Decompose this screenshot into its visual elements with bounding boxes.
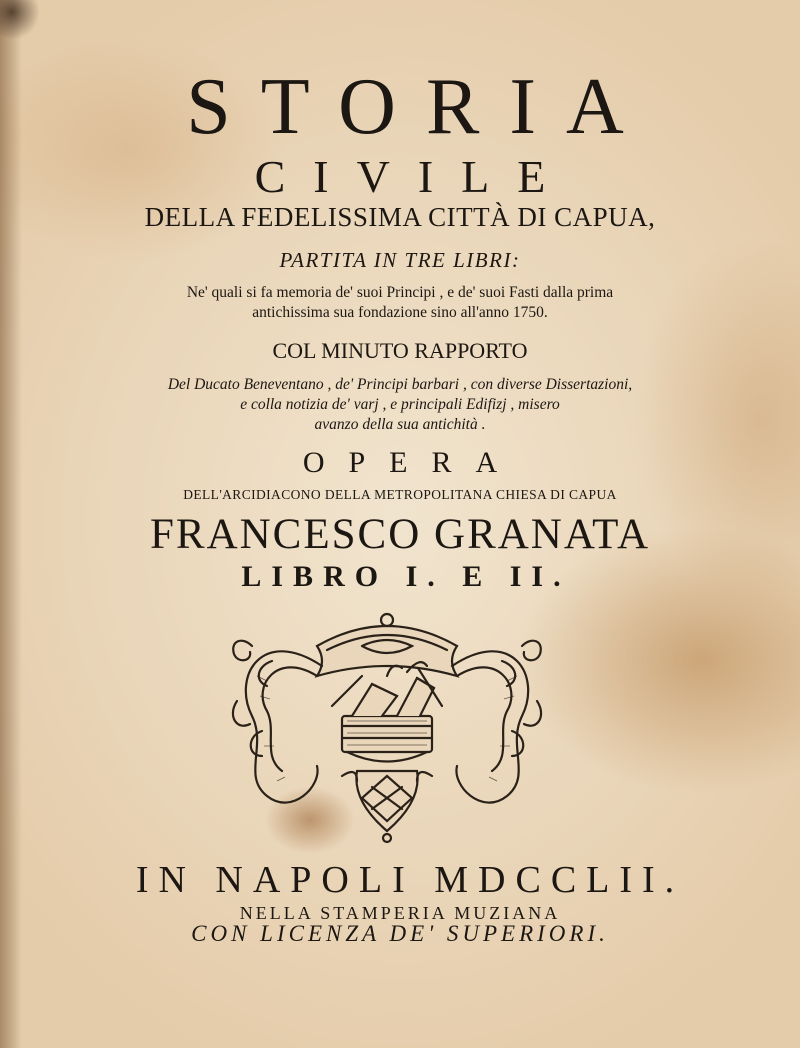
ducato-line-3: avanzo della sua antichità . [314,416,486,433]
col-minuto-rapporto: COL MINUTO RAPPORTO [272,338,528,363]
description-line-2: antichissima sua fondazione sino all'anno 1750. [252,304,548,321]
author-name: FRANCESCO GRANATA [149,511,651,558]
corner-stain [0,0,40,40]
subtitle-capua: DELLA FEDELISSIMA CITTÀ DI CAPUA, [144,202,656,232]
ducato-line-1: Del Ducato Beneventano , de' Principi barbari , con diverse Dissertazioni, [167,376,633,393]
description-line-1: Ne' quali si fa memoria de' suoi Principi , e de' suoi Fasti dalla prima [186,284,614,301]
imprint-licence: CON LICENZA DE' SUPERIORI. [191,921,609,946]
title-storia: STORIA [186,63,654,151]
description-block [0,283,800,323]
imprint-place: IN NAPOLI MDCCLII. [135,859,685,901]
printers-device-icon [222,606,552,846]
libro-line: LIBRO I. E II. [241,560,571,593]
imprint-printer: NELLA STAMPERIA MUZIANA [239,903,561,923]
ducato-line-2: e colla notizia de' varj , e principali Edifizj , misero [240,396,560,413]
ducato-block [0,375,800,435]
title-civile: CIVILE [254,151,574,202]
arcidiacono-line: DELL'ARCIDIACONO DELLA METROPOLITANA CHIESA DI CAPUA [183,487,617,502]
partita-line: PARTITA IN TRE LIBRI: [279,248,521,272]
opera-heading: OPERA [302,446,522,479]
